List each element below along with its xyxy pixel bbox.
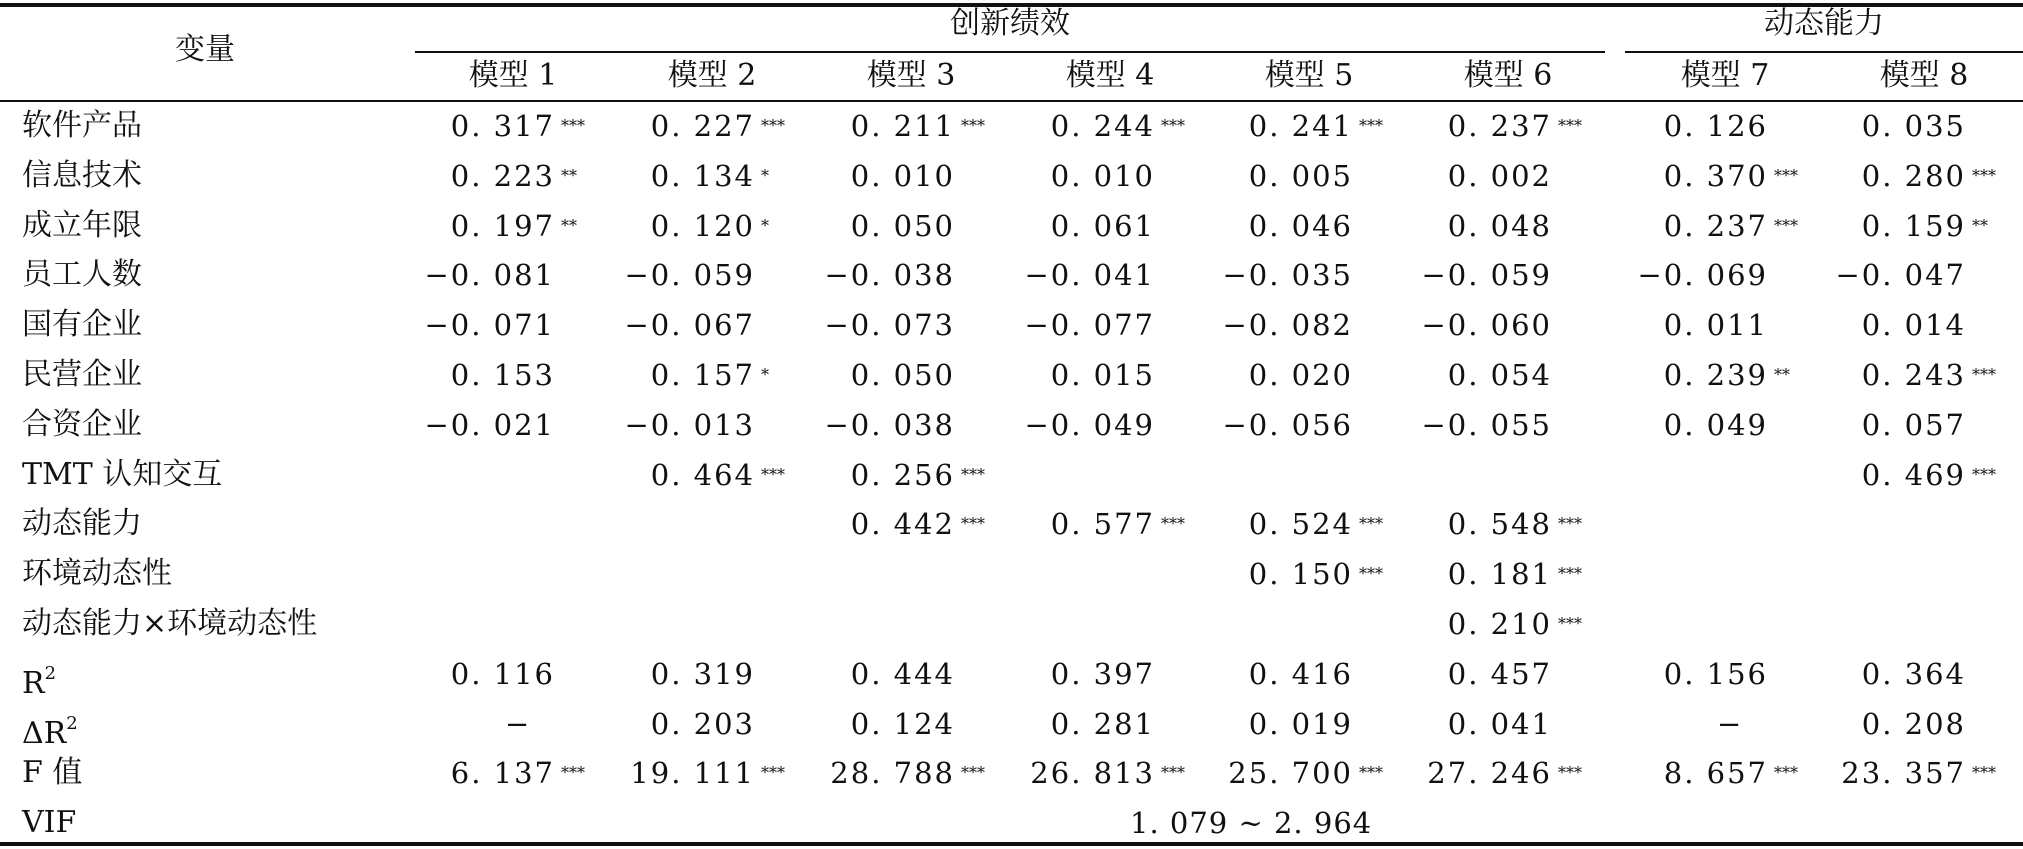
cell-value: 0. 041 bbox=[1447, 707, 1552, 741]
cell-value: 0. 464 bbox=[650, 458, 755, 492]
significance-stars: *** bbox=[561, 763, 585, 782]
table-cell bbox=[624, 303, 755, 347]
cell-value: 0. 227 bbox=[650, 109, 755, 143]
cell-value: 0. 048 bbox=[1447, 209, 1552, 243]
table-cell bbox=[1861, 204, 1988, 248]
row-label-text: 员工人数 bbox=[22, 257, 142, 292]
table-cell bbox=[1050, 104, 1185, 148]
table-cell bbox=[1024, 403, 1155, 447]
cell-value: 0. 035 bbox=[1861, 109, 1966, 143]
table-cell bbox=[1664, 652, 1768, 696]
table-cell bbox=[1249, 652, 1353, 696]
significance-stars: ** bbox=[1774, 365, 1790, 384]
table-cell bbox=[1421, 403, 1552, 447]
cell-value: 0. 210 bbox=[1447, 607, 1552, 641]
table-cell bbox=[850, 104, 985, 148]
significance-stars: *** bbox=[761, 763, 785, 782]
table-cell bbox=[824, 253, 955, 297]
vif-value: 1. 079 ~ 2. 964 bbox=[1130, 806, 1373, 840]
table-cell bbox=[1248, 552, 1383, 596]
cell-value: 0. 241 bbox=[1248, 109, 1353, 143]
significance-stars: * bbox=[761, 166, 769, 185]
significance-stars: *** bbox=[1972, 763, 1996, 782]
cell-value: 0. 057 bbox=[1861, 408, 1966, 442]
table-cell bbox=[1447, 104, 1582, 148]
row-label-text: 动态能力×环境动态性 bbox=[22, 606, 318, 641]
table-cell bbox=[1222, 253, 1353, 297]
table-cell bbox=[1717, 702, 1743, 746]
significance-stars: *** bbox=[1558, 614, 1582, 633]
table-cell bbox=[650, 453, 785, 497]
significance-stars: *** bbox=[1359, 564, 1383, 583]
cell-value: 0. 237 bbox=[1447, 109, 1552, 143]
cell-value: 0. 116 bbox=[450, 657, 555, 691]
cell-value: 0. 203 bbox=[650, 707, 755, 741]
table-cell bbox=[1663, 751, 1798, 795]
cell-value: −0. 035 bbox=[1222, 258, 1353, 292]
table-cell bbox=[650, 154, 769, 198]
row-label bbox=[22, 104, 142, 148]
significance-stars: *** bbox=[761, 116, 785, 135]
cell-value: 0. 014 bbox=[1861, 308, 1966, 342]
significance-stars: *** bbox=[1972, 465, 1996, 484]
row-label-text: 环境动态性 bbox=[22, 556, 172, 591]
cell-value: −0. 056 bbox=[1222, 408, 1353, 442]
significance-stars: *** bbox=[1972, 166, 1996, 185]
significance-stars: * bbox=[761, 365, 769, 384]
row-label bbox=[22, 303, 142, 347]
row-label bbox=[22, 552, 172, 596]
table-cell bbox=[1448, 353, 1552, 397]
table-cell bbox=[1051, 204, 1155, 248]
table-cell bbox=[851, 204, 955, 248]
cell-value: 0. 364 bbox=[1861, 657, 1966, 691]
table-cell bbox=[1664, 303, 1768, 347]
cell-value: 0. 239 bbox=[1663, 358, 1768, 392]
table-cell bbox=[1663, 204, 1798, 248]
header-variable: 变量 bbox=[175, 32, 235, 67]
vif-label: VIF bbox=[22, 805, 77, 840]
group-line-dynamic bbox=[1625, 51, 2023, 53]
cell-value: 27. 246 bbox=[1427, 756, 1552, 790]
table-cell bbox=[451, 353, 555, 397]
row-label-text: 信息技术 bbox=[22, 158, 142, 193]
cell-value: 0. 015 bbox=[1050, 358, 1155, 392]
cell-value: 0. 049 bbox=[1663, 408, 1768, 442]
table-cell bbox=[1248, 104, 1383, 148]
cell-value: −0. 049 bbox=[1024, 408, 1155, 442]
row-label bbox=[22, 253, 142, 297]
cell-value: 0. 211 bbox=[850, 109, 955, 143]
table-cell bbox=[1862, 652, 1966, 696]
table-cell bbox=[1841, 751, 1996, 795]
header-model-2: 模型 2 bbox=[667, 58, 757, 93]
table-cell bbox=[824, 303, 955, 347]
cell-value: −0. 060 bbox=[1421, 308, 1552, 342]
cell-value: 0. 524 bbox=[1248, 507, 1353, 541]
row-label-text: F 值 bbox=[22, 755, 83, 790]
table-cell bbox=[450, 751, 585, 795]
table-cell bbox=[1447, 502, 1582, 546]
table-cell bbox=[1050, 502, 1185, 546]
table-cell bbox=[850, 502, 985, 546]
row-label bbox=[22, 353, 142, 397]
table-cell bbox=[451, 652, 555, 696]
table-cell bbox=[1421, 253, 1552, 297]
table-cell bbox=[1664, 104, 1768, 148]
bottom-rule bbox=[0, 842, 2023, 846]
table-cell bbox=[1249, 204, 1353, 248]
cell-value: 0. 153 bbox=[450, 358, 555, 392]
table-cell bbox=[1861, 154, 1996, 198]
table-cell bbox=[1228, 751, 1383, 795]
header-model-3: 模型 3 bbox=[866, 58, 956, 93]
significance-stars: ** bbox=[1972, 216, 1988, 235]
row-label bbox=[22, 403, 142, 447]
cell-value: −0. 047 bbox=[1835, 258, 1966, 292]
table-cell bbox=[1663, 154, 1798, 198]
row-label-text: 成立年限 bbox=[22, 208, 142, 243]
table-cell bbox=[851, 353, 955, 397]
cell-value: −0. 059 bbox=[1421, 258, 1552, 292]
cell-value: 28. 788 bbox=[830, 756, 955, 790]
table-cell bbox=[630, 751, 785, 795]
significance-stars: *** bbox=[1774, 216, 1798, 235]
cell-value: −0. 055 bbox=[1421, 408, 1552, 442]
cell-value: 0. 281 bbox=[1050, 707, 1155, 741]
cell-value: 0. 397 bbox=[1050, 657, 1155, 691]
table-cell bbox=[1835, 253, 1966, 297]
header-model-7: 模型 7 bbox=[1680, 58, 1770, 93]
significance-stars: *** bbox=[961, 514, 985, 533]
cell-value: 26. 813 bbox=[1030, 756, 1155, 790]
table-cell bbox=[1861, 453, 1996, 497]
cell-value: 0. 126 bbox=[1663, 109, 1768, 143]
cell-value: 0. 005 bbox=[1248, 159, 1353, 193]
cell-value: 0. 002 bbox=[1447, 159, 1552, 193]
cell-value: 0. 046 bbox=[1248, 209, 1353, 243]
row-label-text: 合资企业 bbox=[22, 407, 142, 442]
header-model-8: 模型 8 bbox=[1879, 58, 1969, 93]
cell-value: 0. 442 bbox=[850, 507, 955, 541]
row-label bbox=[22, 154, 142, 198]
row-label-text: 国有企业 bbox=[22, 307, 142, 342]
row-label bbox=[22, 453, 222, 497]
cell-value: −0. 082 bbox=[1222, 308, 1353, 342]
cell-value: −0. 069 bbox=[1637, 258, 1768, 292]
table-cell bbox=[650, 353, 769, 397]
cell-value: 0. 457 bbox=[1447, 657, 1552, 691]
significance-stars: *** bbox=[1359, 514, 1383, 533]
table-cell bbox=[1448, 204, 1552, 248]
table-cell bbox=[1030, 751, 1185, 795]
table-cell bbox=[650, 204, 769, 248]
table-cell bbox=[1248, 502, 1383, 546]
row-label bbox=[22, 652, 56, 706]
significance-stars: *** bbox=[1558, 763, 1582, 782]
table-cell bbox=[1447, 602, 1582, 646]
table-cell bbox=[1862, 403, 1966, 447]
significance-stars: *** bbox=[1558, 514, 1582, 533]
cell-value: − bbox=[505, 707, 532, 741]
row-label bbox=[22, 751, 82, 795]
cell-value: −0. 077 bbox=[1024, 308, 1155, 342]
table-cell bbox=[850, 453, 985, 497]
cell-value: 23. 357 bbox=[1841, 756, 1966, 790]
table-cell bbox=[424, 303, 555, 347]
row-label-text: 动态能力 bbox=[22, 506, 142, 541]
row-label-text: ΔR bbox=[22, 716, 67, 751]
significance-stars: *** bbox=[1161, 763, 1185, 782]
significance-stars: *** bbox=[961, 116, 985, 135]
cell-value: −0. 038 bbox=[824, 258, 955, 292]
cell-value: −0. 071 bbox=[424, 308, 555, 342]
cell-value: 0. 469 bbox=[1861, 458, 1966, 492]
table-cell bbox=[450, 104, 585, 148]
cell-value: 0. 244 bbox=[1050, 109, 1155, 143]
row-label-text: 软件产品 bbox=[22, 108, 142, 143]
table-cell bbox=[824, 403, 955, 447]
significance-stars: *** bbox=[1774, 763, 1798, 782]
row-label-text: R bbox=[22, 666, 45, 701]
header-model-4: 模型 4 bbox=[1065, 58, 1155, 93]
row-label-superscript: 2 bbox=[44, 663, 57, 684]
table-cell bbox=[650, 104, 785, 148]
cell-value: 0. 050 bbox=[850, 358, 955, 392]
cell-value: 0. 317 bbox=[450, 109, 555, 143]
table-cell bbox=[450, 154, 577, 198]
cell-value: 0. 197 bbox=[450, 209, 555, 243]
cell-value: 0. 150 bbox=[1248, 557, 1353, 591]
table-cell bbox=[424, 403, 555, 447]
cell-value: − bbox=[1717, 707, 1744, 741]
significance-stars: *** bbox=[961, 465, 985, 484]
row-label bbox=[22, 502, 142, 546]
row-label-text: 民营企业 bbox=[22, 357, 142, 392]
table-cell bbox=[1664, 403, 1768, 447]
cell-value: 0. 416 bbox=[1248, 657, 1353, 691]
table-cell bbox=[1447, 552, 1582, 596]
table-cell bbox=[624, 253, 755, 297]
header-model-6: 模型 6 bbox=[1463, 58, 1553, 93]
table-cell bbox=[1024, 303, 1155, 347]
table-cell bbox=[1249, 353, 1353, 397]
row-label bbox=[22, 702, 78, 756]
cell-value: 0. 208 bbox=[1861, 707, 1966, 741]
table-cell bbox=[1249, 154, 1353, 198]
cell-value: −0. 067 bbox=[624, 308, 755, 342]
table-cell bbox=[1861, 353, 1996, 397]
cell-value: 0. 159 bbox=[1861, 209, 1966, 243]
cell-value: 0. 120 bbox=[650, 209, 755, 243]
row-label-superscript: 2 bbox=[66, 713, 78, 734]
header-group-dynamic: 动态能力 bbox=[1764, 6, 1884, 41]
row-label bbox=[22, 602, 317, 646]
cell-value: 6. 137 bbox=[450, 756, 555, 790]
group-line-innovation bbox=[415, 51, 1605, 53]
table-cell bbox=[1051, 702, 1155, 746]
cell-value: 0. 548 bbox=[1447, 507, 1552, 541]
cell-value: 0. 157 bbox=[650, 358, 755, 392]
table-cell bbox=[1862, 702, 1966, 746]
significance-stars: *** bbox=[1161, 514, 1185, 533]
significance-stars: ** bbox=[561, 216, 577, 235]
cell-value: 0. 223 bbox=[450, 159, 555, 193]
significance-stars: * bbox=[761, 216, 769, 235]
table-cell bbox=[851, 652, 955, 696]
significance-stars: *** bbox=[1774, 166, 1798, 185]
cell-value: 0. 134 bbox=[650, 159, 755, 193]
cell-value: 0. 243 bbox=[1861, 358, 1966, 392]
table-cell bbox=[1024, 253, 1155, 297]
cell-value: 0. 256 bbox=[850, 458, 955, 492]
table-cell bbox=[1051, 353, 1155, 397]
significance-stars: *** bbox=[1972, 365, 1996, 384]
cell-value: 0. 181 bbox=[1447, 557, 1552, 591]
cell-value: 0. 577 bbox=[1050, 507, 1155, 541]
cell-value: 0. 010 bbox=[850, 159, 955, 193]
cell-value: −0. 073 bbox=[824, 308, 955, 342]
cell-value: 8. 657 bbox=[1663, 756, 1768, 790]
significance-stars: *** bbox=[1359, 116, 1383, 135]
table-cell bbox=[450, 204, 577, 248]
table-cell bbox=[651, 702, 755, 746]
table-cell bbox=[1421, 303, 1552, 347]
table-cell bbox=[851, 702, 955, 746]
cell-value: −0. 013 bbox=[624, 408, 755, 442]
table-cell bbox=[1222, 303, 1353, 347]
table-cell bbox=[1637, 253, 1768, 297]
cell-value: 0. 124 bbox=[850, 707, 955, 741]
cell-value: 0. 237 bbox=[1663, 209, 1768, 243]
cell-value: 0. 319 bbox=[650, 657, 755, 691]
cell-value: 0. 061 bbox=[1050, 209, 1155, 243]
cell-value: 0. 010 bbox=[1050, 159, 1155, 193]
significance-stars: *** bbox=[1161, 116, 1185, 135]
cell-value: 25. 700 bbox=[1228, 756, 1353, 790]
cell-value: 0. 011 bbox=[1663, 308, 1768, 342]
significance-stars: *** bbox=[961, 763, 985, 782]
table-cell bbox=[1862, 303, 1966, 347]
cell-value: −0. 021 bbox=[424, 408, 555, 442]
significance-stars: *** bbox=[1558, 116, 1582, 135]
cell-value: 0. 020 bbox=[1248, 358, 1353, 392]
significance-stars: *** bbox=[761, 465, 785, 484]
table-cell bbox=[851, 154, 955, 198]
significance-stars: *** bbox=[1359, 763, 1383, 782]
cell-value: −0. 038 bbox=[824, 408, 955, 442]
table-cell bbox=[1051, 652, 1155, 696]
cell-value: 19. 111 bbox=[630, 756, 755, 790]
cell-value: 0. 156 bbox=[1663, 657, 1768, 691]
cell-value: 0. 280 bbox=[1861, 159, 1966, 193]
table-cell bbox=[624, 403, 755, 447]
significance-stars: ** bbox=[561, 166, 577, 185]
cell-value: −0. 059 bbox=[624, 258, 755, 292]
table-cell bbox=[1663, 353, 1790, 397]
cell-value: 0. 019 bbox=[1248, 707, 1353, 741]
row-label bbox=[22, 204, 142, 248]
table-cell bbox=[1051, 154, 1155, 198]
table-cell bbox=[830, 751, 985, 795]
table-cell bbox=[1222, 403, 1353, 447]
cell-value: 0. 054 bbox=[1447, 358, 1552, 392]
cell-value: 0. 444 bbox=[850, 657, 955, 691]
cell-value: −0. 081 bbox=[424, 258, 555, 292]
table-cell bbox=[1448, 652, 1552, 696]
table-cell bbox=[424, 253, 555, 297]
cell-value: 0. 050 bbox=[850, 209, 955, 243]
table-cell bbox=[651, 652, 755, 696]
table-cell bbox=[1862, 104, 1966, 148]
cell-value: −0. 041 bbox=[1024, 258, 1155, 292]
cell-value: 0. 370 bbox=[1663, 159, 1768, 193]
row-label-text: TMT 认知交互 bbox=[22, 457, 223, 492]
header-rule bbox=[0, 100, 2023, 102]
table-cell bbox=[1427, 751, 1582, 795]
header-model-1: 模型 1 bbox=[468, 58, 558, 93]
significance-stars: *** bbox=[1558, 564, 1582, 583]
header-group-innovation: 创新绩效 bbox=[950, 6, 1070, 41]
table-cell bbox=[505, 702, 531, 746]
significance-stars: *** bbox=[561, 116, 585, 135]
table-cell bbox=[1448, 702, 1552, 746]
table-cell bbox=[1448, 154, 1552, 198]
table-cell bbox=[1249, 702, 1353, 746]
header-model-5: 模型 5 bbox=[1264, 58, 1354, 93]
